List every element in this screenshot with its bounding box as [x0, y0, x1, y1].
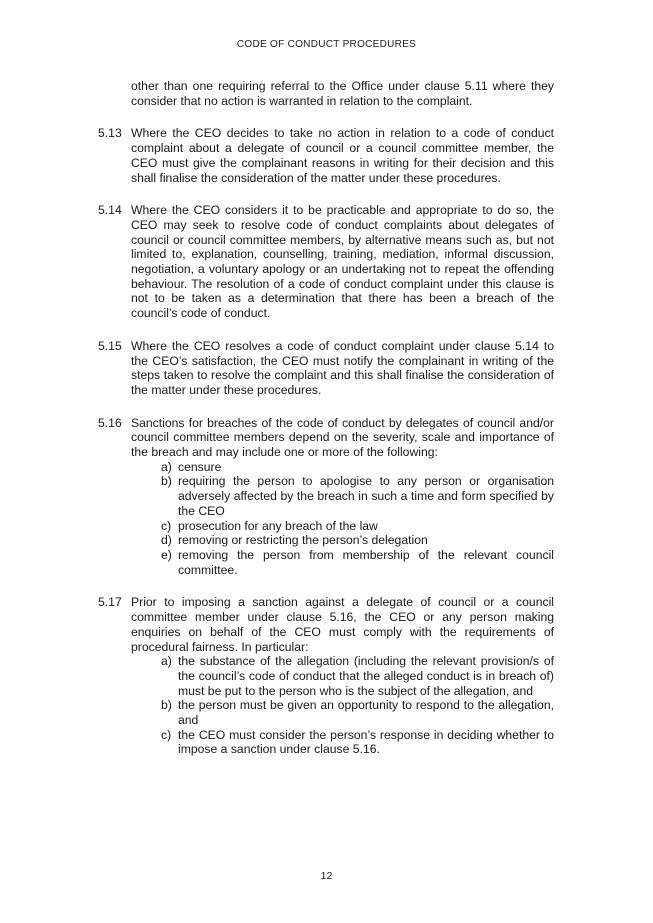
list-item: [161, 533, 554, 548]
list-item: [161, 474, 554, 518]
clause-text: Sanctions for breaches of the code of conduct by delegates of council and/or council committee members depend on the severity, scale and importance of the breach and may include one or more of the following:: [131, 415, 554, 460]
page-number: 12: [320, 870, 333, 882]
continuation-paragraph: [131, 79, 554, 108]
clause-number: 5.15: [98, 338, 122, 353]
list-item-label: b): [161, 474, 172, 489]
list-item-label: a): [161, 459, 172, 474]
list-item-text: the substance of the allegation (including the relevant provision/s of the council’s code of conduct that the alleged conduct is in breach of) must be put to the person who is the subject of the allegation, and: [178, 654, 554, 698]
clause-text: Where the CEO resolves a code of conduct complaint under clause 5.14 to the CEO’s satisfaction, the CEO must notify the complainant in writing of the steps taken to resolve the complaint and this shall finalise the consideration of the matter under these procedures.: [131, 338, 554, 397]
clause-5-15: [98, 339, 554, 398]
list-item-label: b): [161, 698, 172, 713]
list-item-text: censure: [178, 459, 222, 474]
clause-body: [131, 595, 554, 757]
list-item-text: removing or restricting the person’s delegation: [178, 533, 428, 548]
clause-number: 5.17: [98, 595, 122, 610]
clause-5-14: [98, 203, 554, 321]
list-item-text: the CEO must consider the person’s response in deciding whether to impose a sanction under clause 5.16.: [178, 727, 554, 757]
list-item-label: e): [161, 547, 172, 562]
clause-number: 5.13: [98, 126, 122, 141]
clause-number: 5.16: [98, 415, 122, 430]
clause-5-16: [98, 416, 554, 578]
clause-body: [131, 416, 554, 578]
list-item: [161, 548, 554, 577]
clause-text: Prior to imposing a sanction against a delegate of council or a council committee member under clause 5.16, the CEO or any person making enquiries on behalf of the CEO must comply with the requirements of procedural fairness. In particular:: [131, 595, 554, 654]
list-item-label: a): [161, 654, 172, 669]
sanction-list: [161, 460, 554, 578]
clause-5-13: [98, 126, 554, 185]
list-item-label: c): [161, 518, 172, 533]
list-item: [161, 728, 554, 757]
clause-5-17: [98, 595, 554, 757]
list-item-label: d): [161, 533, 172, 548]
list-item-text: requiring the person to apologise to any person or organisation adversely affected by the breach in such a time and form specified by the CEO: [178, 474, 554, 518]
list-item-label: c): [161, 727, 172, 742]
list-item: [161, 698, 554, 727]
list-item: [161, 654, 554, 698]
page-header: CODE OF CONDUCT PROCEDURES: [236, 39, 417, 50]
list-item-text: the person must be given an opportunity to respond to the allegation, and: [178, 698, 554, 728]
paragraph-text: other than one requiring referral to the Office under clause 5.11 where they consider that no action is warranted in relation to the complaint.: [131, 79, 554, 108]
page-content: [98, 79, 554, 775]
list-item-text: removing the person from membership of the relevant council committee.: [178, 547, 554, 577]
clause-text: Where the CEO considers it to be practicable and appropriate to do so, the CEO may seek to resolve code of conduct complaints about delegates of council or council committee members, by alternative means such as, but not limited to, explanation, counselling, training, mediation, informal discussion, negotiation, a voluntary apology or an undertaking not to repeat the offending behaviour. The resolution of a code of conduct complaint under this clause is not to be taken as a determination that there has been a breach of the council’s code of conduct.: [131, 203, 554, 321]
clause-text: Where the CEO decides to take no action in relation to a code of conduct complaint about a delegate of council or a council committee member, the CEO must give the complainant reasons in writing for their decision and this shall finalise the consideration of the matter under these procedures.: [131, 126, 554, 185]
list-item: [161, 460, 554, 475]
clause-number: 5.14: [98, 203, 122, 218]
list-item-text: prosecution for any breach of the law: [178, 518, 378, 533]
list-item: [161, 519, 554, 534]
procedural-fairness-list: [161, 654, 554, 757]
